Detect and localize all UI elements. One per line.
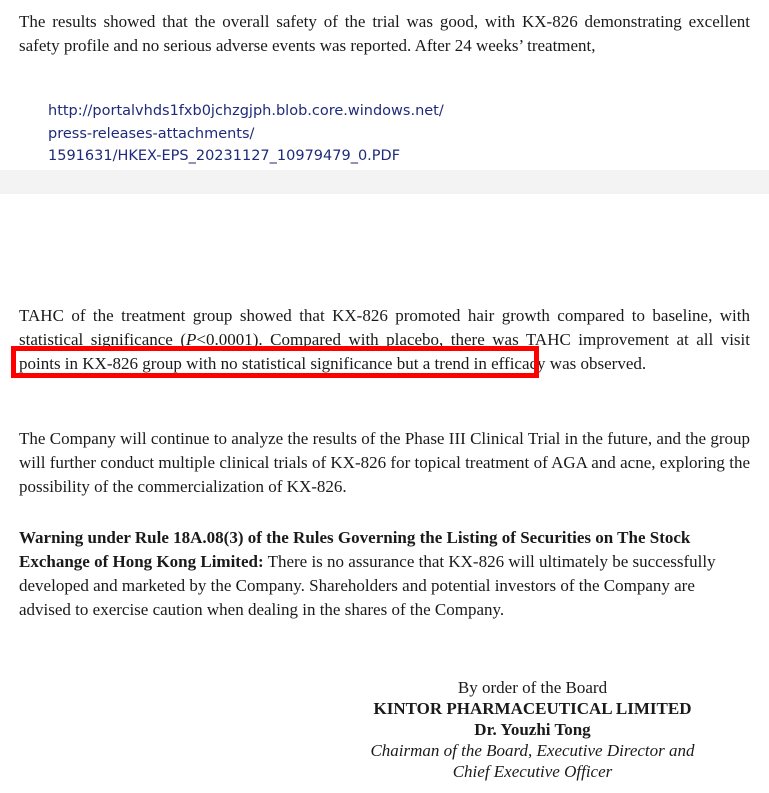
tahc-paragraph	[19, 304, 750, 376]
signatory-title: Chief Executive Officer	[452, 762, 613, 781]
document-link[interactable]	[48, 100, 444, 168]
link-line[interactable]: 1591631/HKEX-EPS_20231127_10979479_0.PDF	[48, 148, 401, 164]
company-paragraph: The Company will continue to analyze the results of the Phase III Clinical Trial in the future, and the group will further conduct multiple clinical trials of KX-826 for topical treatment of AGA and acne, exploring the possibility of the commercialization of KX-826.	[19, 429, 750, 496]
tahc-text-part2: <0.0001). Compared with placebo, there was TAHC improvement at all visit points in KX-826 group with no statistical significance but a trend in efficacy was observed.	[19, 330, 750, 373]
warning-title: Warning under Rule 18A.08(3) of the Rules Governing the Listing of Securities on The Stock Exchange of Hong Kong Limited:	[19, 528, 691, 571]
warning-body: There is no assurance that KX-826 will ultimately be successfully developed and marketed by the Company. Shareholders and potential investors of the Company are advised to exercise caution when dealing in the shares of the Company.	[19, 552, 716, 619]
intro-paragraph: The results showed that the overall safety of the trial was good, with KX-826 demonstrating excellent safety profile and no serious adverse events was reported. After 24 weeks’ treatment,	[19, 12, 750, 55]
link-line[interactable]: http://portalvhds1fxb0jchzgjph.blob.core.windows.net/	[48, 103, 444, 119]
tahc-text-part1: TAHC of the treatment group showed that KX-826 promoted hair growth compared to baseline, with statistical significance (	[19, 306, 750, 349]
link-line[interactable]: press-releases-attachments/	[48, 125, 255, 142]
signoff-line: By order of the Board	[457, 678, 608, 697]
section-divider	[0, 170, 769, 194]
signatory-title: Chairman of the Board, Executive Director and	[370, 741, 695, 760]
signatory-name: Dr. Youzhi Tong	[474, 720, 591, 739]
warning-paragraph	[19, 526, 750, 622]
company-name: KINTOR PHARMACEUTICAL LIMITED	[373, 699, 692, 718]
p-value-symbol: P	[186, 330, 197, 349]
signature-block	[350, 677, 715, 782]
